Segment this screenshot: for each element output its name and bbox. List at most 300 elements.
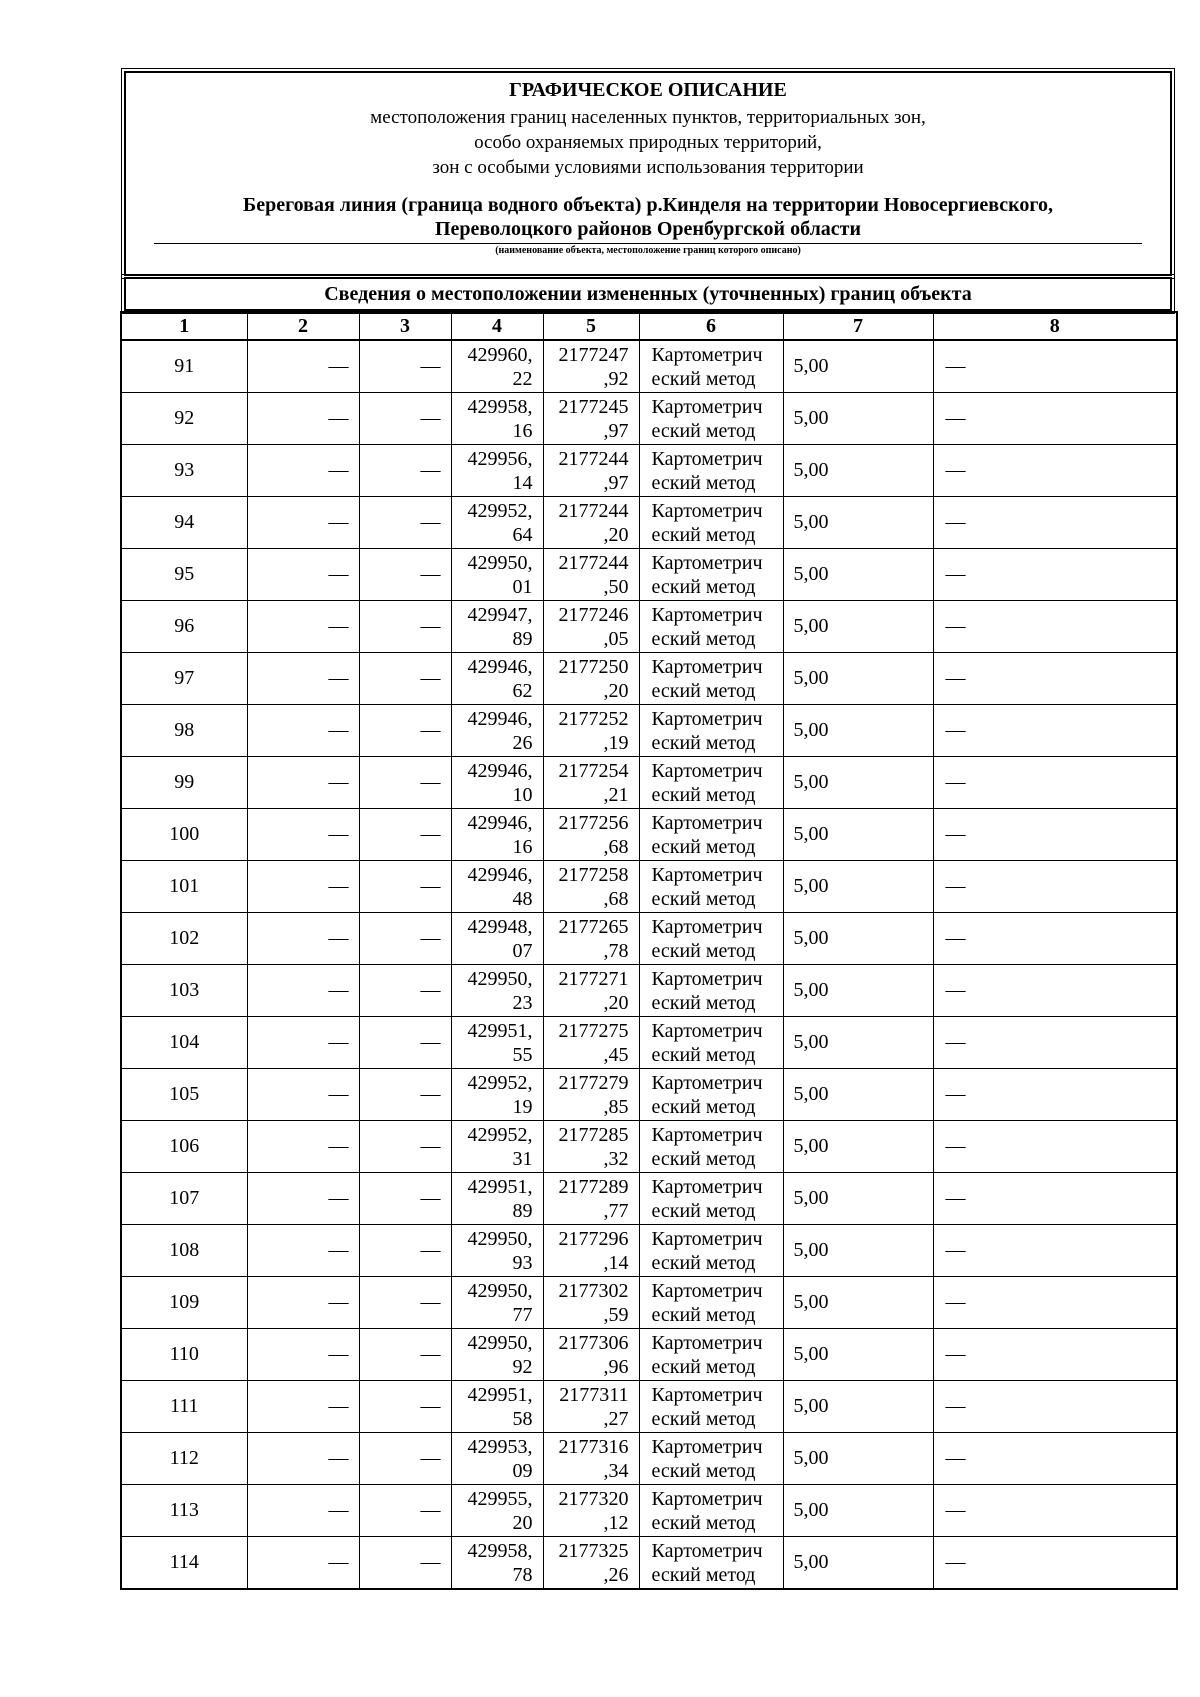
coord-y bbox=[543, 393, 639, 445]
coord-y bbox=[543, 1121, 639, 1173]
method-line-1: Картометрич bbox=[651, 811, 763, 834]
coord-x-part1: 429951, bbox=[467, 1383, 533, 1406]
coord-x bbox=[451, 340, 543, 393]
method-line-1: Картометрич bbox=[651, 343, 763, 366]
object-note: (наименование объекта, местоположение границ которого описано) bbox=[495, 245, 801, 256]
dash-cell: — bbox=[247, 809, 359, 861]
dash-cell: — bbox=[359, 1069, 451, 1121]
method-cell bbox=[639, 965, 783, 1017]
method-line-1: Картометрич bbox=[651, 1383, 763, 1406]
coord-y bbox=[543, 601, 639, 653]
dash-cell: — bbox=[359, 1277, 451, 1329]
method-line-1: Картометрич bbox=[651, 1071, 763, 1094]
dash-cell: — bbox=[359, 1433, 451, 1485]
coord-x bbox=[451, 1485, 543, 1537]
dash-cell: — bbox=[933, 965, 1177, 1017]
method-line-1: Картометрич bbox=[651, 915, 763, 938]
table-row bbox=[121, 393, 1177, 445]
coord-y-part1: 2177275 bbox=[558, 1019, 629, 1042]
coord-y-part1: 2177244 bbox=[558, 447, 629, 470]
table-row bbox=[121, 1485, 1177, 1537]
subtitle-line-2: особо охраняемых природных территорий, bbox=[474, 132, 822, 153]
method-line-2: еский метод bbox=[651, 471, 756, 494]
coord-x bbox=[451, 1433, 543, 1485]
coord-y bbox=[543, 861, 639, 913]
method-line-2: еский метод bbox=[651, 939, 756, 962]
coord-y-part2: ,45 bbox=[603, 1043, 629, 1066]
dash-cell: — bbox=[933, 757, 1177, 809]
method-line-1: Картометрич bbox=[651, 603, 763, 626]
coord-x-part1: 429958, bbox=[467, 395, 533, 418]
dash-cell: — bbox=[359, 965, 451, 1017]
dash-cell: — bbox=[247, 1537, 359, 1590]
method-cell bbox=[639, 913, 783, 965]
dash-cell: — bbox=[933, 1121, 1177, 1173]
table-row bbox=[121, 913, 1177, 965]
dash-cell: — bbox=[359, 393, 451, 445]
method-line-2: еский метод bbox=[651, 783, 756, 806]
method-cell bbox=[639, 809, 783, 861]
table-row bbox=[121, 705, 1177, 757]
method-line-1: Картометрич bbox=[651, 1175, 763, 1198]
method-line-2: еский метод bbox=[651, 1043, 756, 1066]
table-row bbox=[121, 1277, 1177, 1329]
coord-y-part1: 2177271 bbox=[558, 967, 629, 990]
accuracy-cell: 5,00 bbox=[783, 653, 933, 705]
coord-y-part2: ,14 bbox=[603, 1251, 629, 1274]
table-row bbox=[121, 1121, 1177, 1173]
accuracy-cell: 5,00 bbox=[783, 1173, 933, 1225]
point-number: 101 bbox=[121, 861, 247, 913]
coord-x bbox=[451, 1017, 543, 1069]
method-line-1: Картометрич bbox=[651, 863, 763, 886]
dash-cell: — bbox=[933, 1537, 1177, 1590]
dash-cell: — bbox=[359, 1017, 451, 1069]
dash-cell: — bbox=[247, 549, 359, 601]
coord-y bbox=[543, 1485, 639, 1537]
coord-y-part1: 2177246 bbox=[558, 603, 629, 626]
table-row bbox=[121, 1381, 1177, 1433]
method-line-2: еский метод bbox=[651, 575, 756, 598]
table-row bbox=[121, 1537, 1177, 1590]
accuracy-cell: 5,00 bbox=[783, 1017, 933, 1069]
coord-x-part2: 23 bbox=[512, 991, 533, 1014]
point-number: 107 bbox=[121, 1173, 247, 1225]
point-number: 102 bbox=[121, 913, 247, 965]
coord-y bbox=[543, 340, 639, 393]
method-line-2: еский метод bbox=[651, 991, 756, 1014]
table-row bbox=[121, 549, 1177, 601]
method-cell bbox=[639, 757, 783, 809]
coord-y-part2: ,68 bbox=[603, 887, 629, 910]
dash-cell: — bbox=[359, 1121, 451, 1173]
dash-cell: — bbox=[247, 1277, 359, 1329]
dash-cell: — bbox=[359, 757, 451, 809]
coord-x bbox=[451, 1173, 543, 1225]
accuracy-cell: 5,00 bbox=[783, 1381, 933, 1433]
dash-cell: — bbox=[247, 705, 359, 757]
dash-cell: — bbox=[247, 1017, 359, 1069]
dash-cell: — bbox=[359, 445, 451, 497]
method-cell bbox=[639, 1173, 783, 1225]
dash-cell: — bbox=[247, 861, 359, 913]
coord-x-part2: 55 bbox=[512, 1043, 533, 1066]
method-line-1: Картометрич bbox=[651, 1435, 763, 1458]
coord-x-part2: 26 bbox=[512, 731, 533, 754]
accuracy-cell: 5,00 bbox=[783, 497, 933, 549]
method-line-2: еский метод bbox=[651, 1095, 756, 1118]
subtitle-line-1: местоположения границ населенных пунктов, территориальных зон, bbox=[370, 107, 926, 128]
dash-cell: — bbox=[359, 340, 451, 393]
coord-x-part1: 429950, bbox=[467, 967, 533, 990]
coord-y-part2: ,59 bbox=[603, 1303, 629, 1326]
table-row bbox=[121, 1225, 1177, 1277]
coord-y-part2: ,85 bbox=[603, 1095, 629, 1118]
accuracy-cell: 5,00 bbox=[783, 1225, 933, 1277]
point-number: 112 bbox=[121, 1433, 247, 1485]
method-cell bbox=[639, 1485, 783, 1537]
coord-x-part2: 01 bbox=[512, 575, 533, 598]
dash-cell: — bbox=[247, 1485, 359, 1537]
coord-y-part1: 2177320 bbox=[558, 1487, 629, 1510]
col-header: 3 bbox=[359, 312, 451, 340]
method-line-1: Картометрич bbox=[651, 1227, 763, 1250]
coord-x-part1: 429950, bbox=[467, 1279, 533, 1302]
point-number: 93 bbox=[121, 445, 247, 497]
table-row bbox=[121, 1329, 1177, 1381]
coord-x bbox=[451, 1277, 543, 1329]
coord-x-part1: 429960, bbox=[467, 343, 533, 366]
coord-y-part1: 2177296 bbox=[558, 1227, 629, 1250]
method-cell bbox=[639, 497, 783, 549]
coord-x bbox=[451, 705, 543, 757]
method-cell bbox=[639, 1069, 783, 1121]
dash-cell: — bbox=[359, 1173, 451, 1225]
dash-cell: — bbox=[247, 340, 359, 393]
dash-cell: — bbox=[247, 1225, 359, 1277]
coord-y-part1: 2177302 bbox=[558, 1279, 629, 1302]
dash-cell: — bbox=[247, 1173, 359, 1225]
method-cell bbox=[639, 705, 783, 757]
method-cell bbox=[639, 1121, 783, 1173]
coord-y bbox=[543, 1225, 639, 1277]
coord-x-part1: 429947, bbox=[467, 603, 533, 626]
method-cell bbox=[639, 1277, 783, 1329]
dash-cell: — bbox=[359, 549, 451, 601]
coord-y bbox=[543, 1069, 639, 1121]
coord-x bbox=[451, 1121, 543, 1173]
method-line-2: еский метод bbox=[651, 1407, 756, 1430]
method-line-1: Картометрич bbox=[651, 1487, 763, 1510]
dash-cell: — bbox=[933, 340, 1177, 393]
method-line-2: еский метод bbox=[651, 887, 756, 910]
coord-y-part2: ,12 bbox=[603, 1511, 629, 1534]
coord-x bbox=[451, 1069, 543, 1121]
method-cell bbox=[639, 1017, 783, 1069]
dash-cell: — bbox=[247, 653, 359, 705]
method-line-1: Картометрич bbox=[651, 1123, 763, 1146]
coord-y bbox=[543, 1329, 639, 1381]
method-line-2: еский метод bbox=[651, 523, 756, 546]
coord-y-part1: 2177285 bbox=[558, 1123, 629, 1146]
coord-y-part2: ,20 bbox=[603, 523, 629, 546]
dash-cell: — bbox=[933, 1225, 1177, 1277]
dash-cell: — bbox=[247, 1121, 359, 1173]
dash-cell: — bbox=[359, 1329, 451, 1381]
coord-y bbox=[543, 1381, 639, 1433]
coord-x-part2: 16 bbox=[512, 419, 533, 442]
method-line-2: еский метод bbox=[651, 1251, 756, 1274]
method-line-1: Картометрич bbox=[651, 759, 763, 782]
coord-y-part1: 2177247 bbox=[558, 343, 629, 366]
coord-x bbox=[451, 1329, 543, 1381]
coord-y-part1: 2177306 bbox=[558, 1331, 629, 1354]
method-cell bbox=[639, 1225, 783, 1277]
col-header: 1 bbox=[121, 312, 247, 340]
coord-y bbox=[543, 497, 639, 549]
coord-y bbox=[543, 1433, 639, 1485]
method-cell bbox=[639, 340, 783, 393]
coord-x-part1: 429956, bbox=[467, 447, 533, 470]
coord-x-part2: 14 bbox=[512, 471, 533, 494]
table-row bbox=[121, 1433, 1177, 1485]
dash-cell: — bbox=[359, 1537, 451, 1590]
coord-y-part2: ,26 bbox=[603, 1563, 629, 1586]
coord-x-part2: 09 bbox=[512, 1459, 533, 1482]
coord-y bbox=[543, 445, 639, 497]
coord-y bbox=[543, 913, 639, 965]
method-line-2: еский метод bbox=[651, 419, 756, 442]
coord-x bbox=[451, 861, 543, 913]
coord-x-part2: 20 bbox=[512, 1511, 533, 1534]
table-row bbox=[121, 601, 1177, 653]
coord-x bbox=[451, 549, 543, 601]
coord-x-part1: 429946, bbox=[467, 707, 533, 730]
coord-x-part2: 58 bbox=[512, 1407, 533, 1430]
dash-cell: — bbox=[359, 653, 451, 705]
coord-x-part1: 429952, bbox=[467, 1123, 533, 1146]
coord-y-part2: ,92 bbox=[603, 367, 629, 390]
method-line-1: Картометрич bbox=[651, 1019, 763, 1042]
object-name-line-1: Береговая линия (граница водного объекта) р.Кинделя на территории Новосергиевского, bbox=[243, 194, 1053, 216]
dash-cell: — bbox=[247, 497, 359, 549]
accuracy-cell: 5,00 bbox=[783, 861, 933, 913]
coord-y-part2: ,96 bbox=[603, 1355, 629, 1378]
method-line-2: еский метод bbox=[651, 1147, 756, 1170]
point-number: 103 bbox=[121, 965, 247, 1017]
coord-y-part1: 2177244 bbox=[558, 499, 629, 522]
table-row bbox=[121, 1069, 1177, 1121]
accuracy-cell: 5,00 bbox=[783, 809, 933, 861]
method-cell bbox=[639, 1329, 783, 1381]
coord-y-part1: 2177254 bbox=[558, 759, 629, 782]
coord-x bbox=[451, 393, 543, 445]
method-line-2: еский метод bbox=[651, 731, 756, 754]
table-row bbox=[121, 1173, 1177, 1225]
point-number: 111 bbox=[121, 1381, 247, 1433]
coord-x bbox=[451, 601, 543, 653]
method-line-1: Картометрич bbox=[651, 967, 763, 990]
coord-y bbox=[543, 965, 639, 1017]
subtitle-line-3: зон с особыми условиями использования территории bbox=[432, 157, 864, 178]
dash-cell: — bbox=[933, 549, 1177, 601]
method-cell bbox=[639, 393, 783, 445]
dash-cell: — bbox=[933, 1329, 1177, 1381]
dash-cell: — bbox=[933, 1069, 1177, 1121]
dash-cell: — bbox=[933, 809, 1177, 861]
dash-cell: — bbox=[933, 393, 1177, 445]
coord-x-part1: 429948, bbox=[467, 915, 533, 938]
col-header: 5 bbox=[543, 312, 639, 340]
coord-x bbox=[451, 1381, 543, 1433]
coord-y bbox=[543, 1173, 639, 1225]
col-header: 8 bbox=[933, 312, 1177, 340]
coord-y-part2: ,78 bbox=[603, 939, 629, 962]
dash-cell: — bbox=[933, 1173, 1177, 1225]
method-line-1: Картометрич bbox=[651, 707, 763, 730]
dash-cell: — bbox=[933, 601, 1177, 653]
coord-x-part2: 48 bbox=[512, 887, 533, 910]
coord-x-part2: 10 bbox=[512, 783, 533, 806]
coord-x bbox=[451, 445, 543, 497]
method-cell bbox=[639, 653, 783, 705]
point-number: 113 bbox=[121, 1485, 247, 1537]
accuracy-cell: 5,00 bbox=[783, 1329, 933, 1381]
method-cell bbox=[639, 861, 783, 913]
dash-cell: — bbox=[247, 1329, 359, 1381]
method-cell bbox=[639, 445, 783, 497]
table-row bbox=[121, 809, 1177, 861]
dash-cell: — bbox=[933, 1017, 1177, 1069]
coord-y-part1: 2177311 bbox=[559, 1383, 629, 1406]
coord-x bbox=[451, 809, 543, 861]
point-number: 108 bbox=[121, 1225, 247, 1277]
point-number: 106 bbox=[121, 1121, 247, 1173]
coord-y-part2: ,32 bbox=[603, 1147, 629, 1170]
coord-y-part2: ,19 bbox=[603, 731, 629, 754]
coord-x-part1: 429946, bbox=[467, 759, 533, 782]
table-row bbox=[121, 965, 1177, 1017]
coord-x-part2: 93 bbox=[512, 1251, 533, 1274]
point-number: 114 bbox=[121, 1537, 247, 1590]
accuracy-cell: 5,00 bbox=[783, 913, 933, 965]
method-line-1: Картометрич bbox=[651, 655, 763, 678]
coord-x-part2: 89 bbox=[512, 1199, 533, 1222]
document-header bbox=[124, 71, 1172, 276]
coord-x-part2: 16 bbox=[512, 835, 533, 858]
dash-cell: — bbox=[933, 1433, 1177, 1485]
col-header: 2 bbox=[247, 312, 359, 340]
coord-x-part1: 429950, bbox=[467, 551, 533, 574]
coord-y bbox=[543, 809, 639, 861]
coord-y-part2: ,20 bbox=[603, 679, 629, 702]
table-row bbox=[121, 445, 1177, 497]
coord-y-part2: ,34 bbox=[603, 1459, 629, 1482]
col-header: 7 bbox=[783, 312, 933, 340]
dash-cell: — bbox=[933, 705, 1177, 757]
dash-cell: — bbox=[359, 809, 451, 861]
coord-x-part1: 429951, bbox=[467, 1175, 533, 1198]
coord-y bbox=[543, 1277, 639, 1329]
accuracy-cell: 5,00 bbox=[783, 601, 933, 653]
dash-cell: — bbox=[933, 913, 1177, 965]
coord-x-part1: 429950, bbox=[467, 1331, 533, 1354]
coord-x bbox=[451, 965, 543, 1017]
accuracy-cell: 5,00 bbox=[783, 445, 933, 497]
accuracy-cell: 5,00 bbox=[783, 1121, 933, 1173]
accuracy-cell: 5,00 bbox=[783, 757, 933, 809]
coord-x-part1: 429958, bbox=[467, 1539, 533, 1562]
point-number: 99 bbox=[121, 757, 247, 809]
method-line-1: Картометрич bbox=[651, 1331, 763, 1354]
accuracy-cell: 5,00 bbox=[783, 1433, 933, 1485]
method-line-1: Картометрич bbox=[651, 1539, 763, 1562]
dash-cell: — bbox=[359, 1381, 451, 1433]
point-number: 95 bbox=[121, 549, 247, 601]
dash-cell: — bbox=[247, 1069, 359, 1121]
accuracy-cell: 5,00 bbox=[783, 1485, 933, 1537]
coord-x-part2: 31 bbox=[512, 1147, 533, 1170]
coord-y bbox=[543, 705, 639, 757]
coordinates-table bbox=[120, 311, 1178, 1590]
point-number: 110 bbox=[121, 1329, 247, 1381]
dash-cell: — bbox=[359, 497, 451, 549]
col-header: 6 bbox=[639, 312, 783, 340]
dash-cell: — bbox=[247, 445, 359, 497]
coord-y-part1: 2177252 bbox=[558, 707, 629, 730]
coord-x bbox=[451, 913, 543, 965]
coord-y-part1: 2177325 bbox=[558, 1539, 629, 1562]
point-number: 105 bbox=[121, 1069, 247, 1121]
dash-cell: — bbox=[247, 1381, 359, 1433]
coord-x-part1: 429953, bbox=[467, 1435, 533, 1458]
coord-x-part1: 429946, bbox=[467, 811, 533, 834]
coord-x-part1: 429952, bbox=[467, 499, 533, 522]
dash-cell: — bbox=[359, 705, 451, 757]
accuracy-cell: 5,00 bbox=[783, 1537, 933, 1590]
coord-y-part2: ,77 bbox=[603, 1199, 629, 1222]
dash-cell: — bbox=[359, 1485, 451, 1537]
method-cell bbox=[639, 1381, 783, 1433]
accuracy-cell: 5,00 bbox=[783, 1277, 933, 1329]
coord-x bbox=[451, 1537, 543, 1590]
method-line-1: Картометрич bbox=[651, 1279, 763, 1302]
table-header-row bbox=[121, 312, 1177, 340]
point-number: 100 bbox=[121, 809, 247, 861]
coord-x-part2: 92 bbox=[512, 1355, 533, 1378]
coord-x-part2: 07 bbox=[512, 939, 533, 962]
method-line-2: еский метод bbox=[651, 1303, 756, 1326]
coord-x bbox=[451, 653, 543, 705]
accuracy-cell: 5,00 bbox=[783, 705, 933, 757]
dash-cell: — bbox=[933, 861, 1177, 913]
accuracy-cell: 5,00 bbox=[783, 1069, 933, 1121]
coord-y bbox=[543, 757, 639, 809]
method-line-1: Картометрич bbox=[651, 499, 763, 522]
coord-y-part2: ,20 bbox=[603, 991, 629, 1014]
coord-x bbox=[451, 1225, 543, 1277]
coord-y-part1: 2177279 bbox=[558, 1071, 629, 1094]
coord-y-part1: 2177250 bbox=[558, 655, 629, 678]
dash-cell: — bbox=[359, 601, 451, 653]
coord-x-part2: 22 bbox=[512, 367, 533, 390]
point-number: 98 bbox=[121, 705, 247, 757]
dash-cell: — bbox=[359, 861, 451, 913]
point-number: 94 bbox=[121, 497, 247, 549]
dash-cell: — bbox=[933, 653, 1177, 705]
method-line-2: еский метод bbox=[651, 1563, 756, 1586]
coord-y-part2: ,50 bbox=[603, 575, 629, 598]
